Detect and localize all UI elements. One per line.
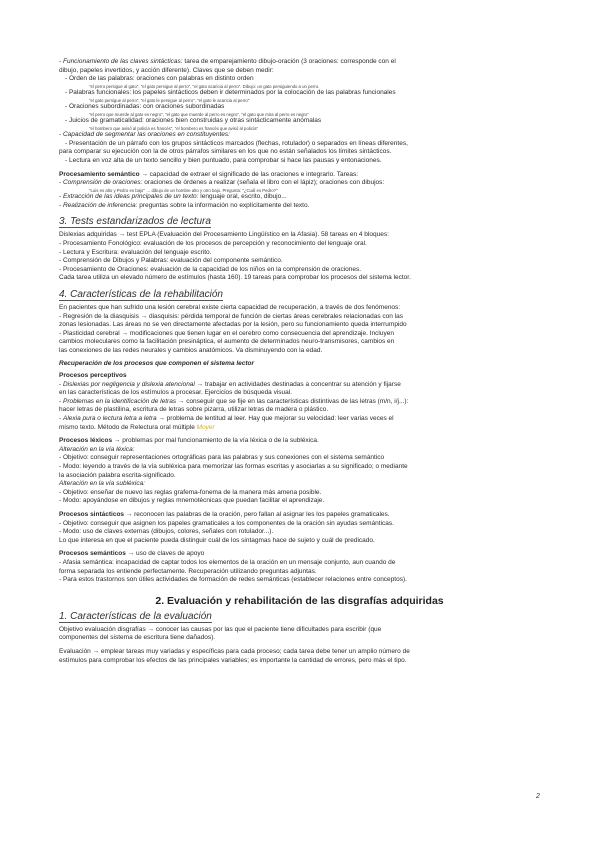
- subheading: Alteración en la vía subléxica:: [59, 480, 145, 488]
- recovery-section: [59, 360, 540, 584]
- example-text: "el bombero que avisó al policía es francés", "el bombero es francés que avisó al policía": [89, 125, 258, 131]
- list-item: - Para estos trastornos son útiles actividades de formación de redes semánticas (establecer relaciones entre conceptos).: [59, 576, 407, 584]
- paragraph: Procesos léxicos → problemas por mal funcionamiento de la vía léxica o de la subléxica.: [59, 437, 319, 445]
- list-item: - Modo: apoyándose en dibujos y reglas mnemotécnicas que puedan facilitar el aprendizaje.: [59, 497, 325, 505]
- paragraph: cambios moleculares como la facilitación presináptica, el aumento de determinados neuro-transmisores, cambios en: [59, 338, 395, 346]
- list-item: - Extracción de las ideas principales de un texto: lenguaje oral, escrito, dibujo...: [59, 193, 287, 201]
- paragraph: hacer letras de plastilina, escritura de letras sobre pizarra, utilizar letras de madera o plástico.: [59, 406, 329, 414]
- list-item: - Afasia semántica: incapacidad de captar todos los elementos de la oración en un mensaje conjunto, aun cuando de: [59, 558, 396, 566]
- paragraph: Dislexias adquiridas → test EPLA (Evaluación del Procesamiento Lingüístico en la Afasia). 58 tareas en 4 bloques:: [59, 231, 389, 239]
- subsection-title: Procesos perceptivos: [59, 372, 127, 380]
- list-item: - Modo: leyendo a través de la vía subléxica para memorizar las formas escritas y asociarlas a su significado; o mediante: [59, 463, 408, 470]
- list-item: - Modo: uso de claves externas (dibujos, colores, señales con rotulador...).: [59, 528, 274, 536]
- paragraph: Procesamiento semántico → capacidad de extraer el significado de las oraciones e integrarlo. Tareas:: [59, 170, 359, 178]
- example-text: "el gato persigue al perro", "el gato le persigue al perro", "el gato le acaricia al perro": [89, 97, 250, 103]
- paragraph: - Capacidad de segmentar las oraciones en constituyentes:: [59, 131, 230, 139]
- semantic-processing-section: [59, 171, 540, 211]
- paragraph: Procesos sintácticos → reconocen las palabras de la oración, pero fallan al asignar les los papeles gramaticales.: [59, 510, 390, 518]
- paragraph: zonas lesionadas. Las áreas no se ven directamente afectadas por la lesión, pero su funcionamiento queda interrumpido: [59, 321, 407, 329]
- list-item: - Procesamiento Fonológico: evaluación de los procesos de percepción y reconocimiento del lenguaje oral.: [59, 239, 367, 247]
- list-item: - Oraciones subordinadas: con oraciones subordinadas: [65, 103, 225, 111]
- list-item: - Objetivo: enseñar de nuevo las reglas grafema-fonema de la manera más amena posible.: [59, 488, 322, 496]
- paragraph: estímulos para comprobar los efectos de las principales variables; es importante la cantidad de errores, pero más el tipo.: [59, 656, 407, 664]
- paragraph: Cada tarea utiliza un elevado número de estímulos (hasta 160). 19 tareas para comprobar los procesos del sistema lector.: [59, 274, 411, 282]
- paragraph: la asociación palabra escrita-significado.: [59, 471, 176, 479]
- syntactic-cues-section: [59, 58, 540, 166]
- paragraph: dibujo, papeles invertidos, y acción diferente). Claves que se deben medir:: [59, 66, 274, 74]
- example-text: "el perro persigue al gato", "el gato persigue al perro", "el gato acaricia al perro". Dibujo: un gato persiguiendo a un perro.: [89, 83, 320, 89]
- list-item: - Juicios de gramaticalidad: oraciones bien construidas y otras sintácticamente anómalas: [65, 117, 322, 125]
- list-item: - Lectura y Escritura: evaluación del lenguaje escrito.: [59, 248, 212, 256]
- list-item: - Regresión de la diasquisis → diasquisis: pérdida temporal de función de ciertas áreas cerebrales relacionadas con las: [59, 312, 403, 320]
- list-item: - Alexia pura o lectura letra a letra → problema de lentitud al leer. Hay que mejorar su velocidad: leer varias veces el: [59, 415, 394, 423]
- paragraph: Lo que interesa en que el paciente pueda distinguir cuál de los sintagmas hace de sujeto y cuál de predicado.: [59, 536, 375, 544]
- list-item: - Comprensión de oraciones: oraciones de órdenes a realizar (señala el libro con el lápiz); oraciones con dibujos:: [59, 179, 385, 187]
- section-heading: 4. Características de la rehabilitación: [59, 288, 223, 300]
- list-item: - Lectura en voz alta de un texto sencillo y bien puntuado, para comprobar si hace las pausas y entonaciones.: [65, 156, 382, 164]
- paragraph: forma separada los entiende perfectamente. Recuperación utilizando preguntas adjuntas.: [59, 567, 317, 575]
- paragraph: para comparar su ejecución con la de otros párrafos similares en los que no están señalados los límites sintácticos.: [59, 148, 392, 156]
- moyer-highlight: Moyer: [196, 423, 215, 431]
- list-item: - Presentación de un párrafo con los grupos sintácticos marcados (flechas, rotulador) o separados en líneas diferentes,: [65, 139, 408, 147]
- paragraph: - Funcionamiento de las claves sintácticas: tarea de emparejamiento dibujo-oración (3 oraciones: corresponde con el: [59, 58, 396, 65]
- rehabilitation-section: [59, 288, 540, 356]
- subheading: Alteración en la vía léxica:: [59, 445, 135, 453]
- list-item: - Problemas en la identificación de letras → conseguir que se fije en las características distintivas de las letras (m/n, i/j...):: [59, 397, 409, 405]
- section-heading: 3. Tests estandarizados de lectura: [59, 216, 211, 228]
- example-text: "Luis es alto y Pedro es bajo" → dibujo de un hombre alto y otro bajo. Pregunta: "¿Cuál es Pedro?": [89, 187, 278, 193]
- list-item: - Comprensión de Dibujos y Palabras: evaluación del componente semántico.: [59, 257, 283, 265]
- list-item: - Palabras funcionales: los papeles sintácticos deben ir determinados por la colocación de las palabras funcionales: [65, 89, 396, 97]
- list-item: - Dislexias por negligencia y dislexia atencional → trabajar en actividades destinadas a concentrar su atención y fijarse: [59, 380, 401, 388]
- subsection-title: Recuperación de los procesos que componen el sistema lector: [59, 360, 255, 368]
- list-item: - Procesamiento de Oraciones: evaluación de la capacidad de los niños en la comprensión de oraciones.: [59, 265, 362, 273]
- paragraph: En pacientes que han sufrido una lesión cerebral existe cierta capacidad de recuperación, a través de dos fenómenos:: [59, 303, 401, 311]
- list-item: - Objetivo: conseguir que asignen los papeles gramaticales a los componentes de la oración sin ayudas semánticas.: [59, 519, 394, 527]
- reading-tests-section: [59, 215, 540, 283]
- chapter-heading: 2. Evaluación y rehabilitación de las disgrafías adquiridas: [155, 594, 444, 607]
- paragraph: mismo texto. Método de Relectura oral múltiple Moyer: [59, 423, 215, 431]
- list-item: - Orden de las palabras: oraciones con palabras en distinto orden: [65, 75, 254, 83]
- paragraph: Evaluación → emplear tareas muy variadas y específicas para cada proceso; cada tarea debe tener un amplio número de: [59, 647, 410, 655]
- section-heading: 1. Características de la evaluación: [59, 610, 212, 622]
- list-item: - Objetivo: conseguir representaciones ortográficas para las palabras y sus conexiones con el sistema semántico: [59, 454, 385, 462]
- dysgraphia-section: [59, 594, 540, 665]
- paragraph: componentes del sistema de escritura tiene dañados).: [59, 634, 216, 642]
- page-number: 2: [536, 793, 540, 800]
- paragraph: Objetivo evaluación disgrafías → conocer las causas por las que el paciente tiene dificultades para escribir (que: [59, 625, 382, 633]
- example-text: "el perro que muerde al gato es negro", "el gato que muerde al perro es negro", "el gato que mira al perro es negro": [89, 111, 309, 117]
- paragraph: las conexiones de las redes neurales y cambios anatómicos. Va disminuyendo con la edad.: [59, 346, 323, 354]
- list-item: - Plasticidad cerebral → modificaciones que tienen lugar en el cerebro como consecuencia del aprendizaje. Incluyen: [59, 329, 394, 337]
- list-item: - Realización de inferencia: preguntas sobre la información no explícitamente del texto.: [59, 201, 310, 209]
- paragraph: en las características de los estímulos a procesar. Ejercicios de búsqueda visual.: [59, 389, 293, 397]
- paragraph: Procesos semánticos → uso de claves de apoyo: [59, 550, 205, 558]
